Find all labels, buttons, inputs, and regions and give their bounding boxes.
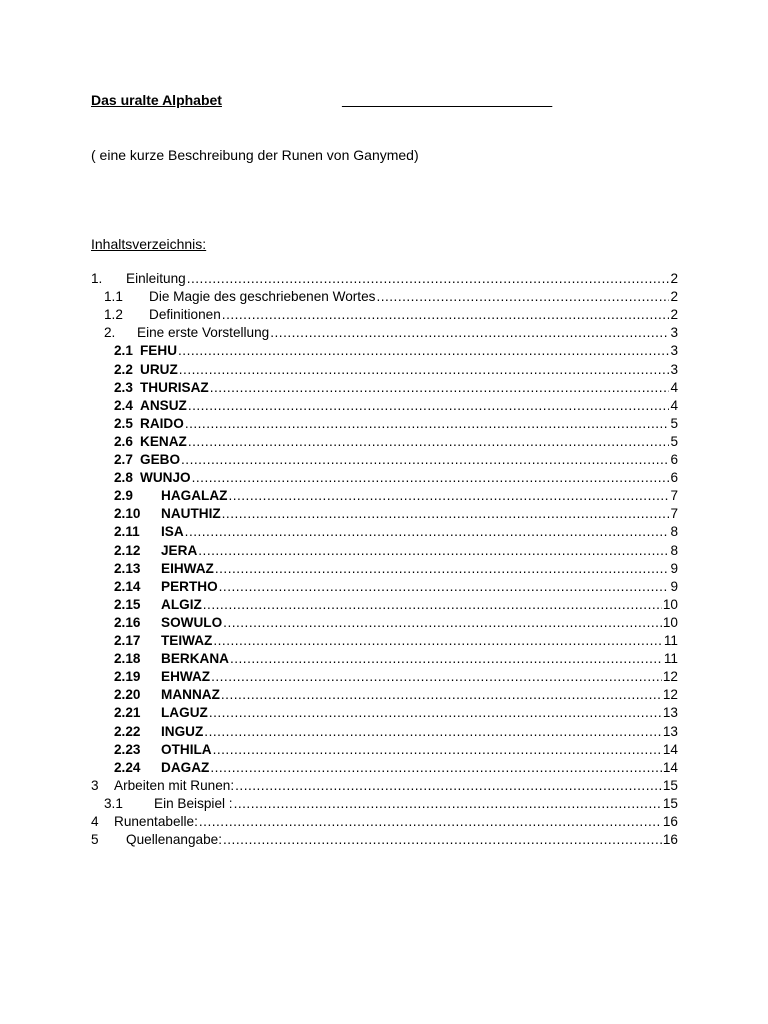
toc-entry-page: 3 [670,361,678,377]
toc-entry-label: OTHILA [161,741,212,757]
toc-entry-number: 2.19 [114,669,141,685]
toc-leader-dots [181,451,669,469]
toc-entry-page: 3 [670,343,678,359]
toc-entry-label: ANSUZ [140,397,187,413]
toc-entry-label: HAGALAZ [161,488,228,504]
toc-entry[interactable] [104,795,678,813]
toc-entry-number: 2.12 [114,542,141,558]
toc-leader-dots [178,342,669,360]
toc-entry[interactable] [114,361,678,379]
toc-entry-page: 13 [662,705,678,721]
toc-entry-number: 3 [91,777,99,793]
toc-entry[interactable] [114,397,678,415]
toc-entry[interactable] [104,324,678,342]
toc-entry-number: 2.17 [114,633,141,648]
toc-entry-page: 8 [670,524,678,540]
toc-leader-dots [211,668,662,686]
toc-entry[interactable] [114,759,678,777]
toc-entry-label: RAIDO [140,415,184,431]
toc-entry[interactable] [114,704,678,722]
toc-entry-number: 2.13 [114,560,141,576]
toc-entry-label: TEIWAZ [161,633,213,648]
toc-leader-dots [192,469,670,487]
toc-entry-page: 11 [663,651,678,667]
toc-entry-label: Definitionen [149,307,221,323]
toc-entry-number: 2.14 [114,578,141,594]
toc-entry[interactable] [114,379,678,397]
toc-entry-label: PERTHO [161,578,218,594]
toc-entry-number: 2.10 [114,506,141,522]
toc-leader-dots [234,795,662,813]
toc-entry-number: 2.16 [114,614,141,630]
title-text: Das uralte Alphabet [91,92,222,108]
toc-leader-dots [215,560,670,578]
toc-entry[interactable] [114,451,678,469]
toc-entry-number: 2.18 [114,651,141,667]
toc-entry-number: 2.24 [114,759,141,775]
toc-entry-number: 2.22 [114,723,141,739]
toc-entry-number: 1. [91,271,103,286]
toc-entry-label: EHWAZ [161,669,211,685]
toc-entry-label: Die Magie des geschriebenen Wortes [149,289,376,305]
toc-entry-page: 15 [662,795,678,811]
document-subtitle: ( eine kurze Beschreibung der Runen von Ganymed) [91,147,419,163]
toc-entry[interactable] [114,668,678,686]
toc-entry[interactable] [114,650,678,668]
toc-heading: Inhaltsverzeichnis: [91,236,207,252]
toc-entry-number: 5 [91,832,99,848]
toc-entry[interactable] [104,306,678,324]
toc-leader-dots [376,288,669,306]
toc-entry-label: Einleitung [126,271,186,286]
toc-entry-page: 9 [670,560,678,576]
toc-leader-dots [209,704,662,722]
toc-entry-number: 1.1 [104,289,123,305]
toc-entry-number: 2.4 [114,397,133,413]
toc-leader-dots [213,741,662,759]
toc-entry-page: 5 [670,415,678,431]
toc-entry-number: 1.2 [104,307,123,323]
toc-entry-number: 2.20 [114,687,141,703]
document-title [91,92,611,108]
toc-entry-label: DAGAZ [161,759,210,775]
toc-entry[interactable] [114,723,678,741]
toc-entry-page: 12 [662,687,678,703]
toc-entry-label: JERA [161,542,198,558]
toc-leader-dots [204,723,662,741]
toc-entry[interactable] [114,487,678,505]
toc-entry-page: 14 [662,759,678,775]
toc-entry[interactable] [114,469,678,487]
toc-entry-number: 2.11 [114,524,140,540]
toc-leader-dots [223,614,662,632]
toc-entry-label: THURISAZ [140,379,209,395]
toc-leader-dots [222,306,670,324]
toc-leader-dots [221,686,662,704]
toc-leader-dots [213,632,663,650]
toc-leader-dots [210,379,670,397]
toc-entry-label: NAUTHIZ [161,506,221,522]
toc-entry-page: 7 [670,506,678,522]
toc-entry-label: SOWULO [161,614,223,630]
toc-entry-page: 6 [670,452,678,467]
toc-leader-dots [222,505,670,523]
toc-entry-label: Arbeiten mit Runen: [114,777,235,793]
title-underline-filler: ___________________________ [341,92,553,108]
toc-entry-page: 4 [670,397,678,413]
toc-entry-page: 3 [670,325,678,341]
toc-entry[interactable] [91,831,678,849]
toc-entry-page: 15 [662,777,678,793]
toc-leader-dots [187,270,670,288]
toc-entry[interactable] [91,813,678,831]
toc-entry-label: Quellenangabe: [126,832,222,848]
toc-entry-label: EIHWAZ [161,560,214,576]
toc-entry-number: 2.23 [114,741,141,757]
toc-entry-label: LAGUZ [161,705,208,721]
toc-entry-page: 2 [670,307,678,323]
toc-entry-number: 4 [91,814,99,829]
toc-entry-page: 9 [670,578,678,594]
toc-entry-page: 16 [662,832,678,848]
toc-entry-label: ISA [161,524,184,540]
toc-leader-dots [188,397,670,415]
toc-entry-number: 2.5 [114,415,133,431]
toc-entry-number: 2.6 [114,433,133,449]
toc-entry-number: 2.2 [114,361,133,377]
toc-leader-dots [219,578,670,596]
toc-entry-page: 4 [670,379,678,395]
toc-leader-dots [270,324,669,342]
toc-entry[interactable] [114,741,678,759]
toc-entry[interactable] [114,542,678,560]
toc-entry-page: 6 [670,470,678,486]
toc-leader-dots [230,650,663,668]
toc-entry-page: 13 [662,723,678,739]
toc-entry-label: URUZ [140,361,178,377]
toc-entry-label: MANNAZ [161,687,220,703]
toc-entry-page: 14 [662,741,678,757]
toc-entry-number: 2. [104,325,116,341]
toc-leader-dots [223,831,662,849]
toc-entry-number: 2.1 [114,343,133,359]
toc-entry-page: 16 [662,814,678,829]
toc-leader-dots [203,596,662,614]
toc-entry[interactable] [114,614,678,632]
toc-entry-number: 2.8 [114,470,133,486]
toc-entry-number: 2.9 [114,488,133,504]
toc-entry-page: 12 [662,669,678,685]
toc-entry-page: 11 [663,633,678,648]
toc-entry[interactable] [91,270,678,288]
toc-leader-dots [179,361,670,379]
toc-entry[interactable] [114,415,678,433]
toc-entry[interactable] [91,777,678,795]
toc-entry-page: 10 [662,596,678,612]
toc-entry-label: Eine erste Vorstellung [137,325,270,341]
toc-leader-dots [198,542,669,560]
toc-leader-dots [185,523,670,541]
toc-entry-label: FEHU [140,343,178,359]
toc-entry-label: KENAZ [140,433,187,449]
toc-entry-number: 2.3 [114,379,133,395]
toc-entry[interactable] [114,596,678,614]
toc-leader-dots [228,487,669,505]
toc-entry-label: BERKANA [161,651,229,667]
toc-entry[interactable] [104,288,678,306]
toc-leader-dots [188,433,670,451]
toc-entry-number: 2.21 [114,705,141,721]
toc-entry-label: ALGIZ [161,596,202,612]
toc-entry[interactable] [114,433,678,451]
toc-entry-label: INGUZ [161,723,204,739]
toc-entry[interactable] [114,505,678,523]
toc-entry-page: 2 [670,289,678,305]
toc-entry-label: Runentabelle: [114,814,198,829]
toc-entry[interactable] [114,523,678,541]
toc-leader-dots [185,415,670,433]
toc-entry-number: 2.7 [114,452,133,467]
toc-entry-label: WUNJO [140,470,191,486]
toc-entry[interactable] [114,342,678,360]
toc-leader-dots [210,759,662,777]
toc-entry-page: 8 [670,542,678,558]
toc-entry-page: 2 [670,271,678,286]
toc-entry-label: Ein Beispiel : [154,795,233,811]
toc-entry[interactable] [114,560,678,578]
toc-entry[interactable] [114,578,678,596]
toc-entry-page: 7 [670,488,678,504]
toc-entry[interactable] [114,632,678,650]
toc-entry-number: 2.15 [114,596,141,612]
toc-entry-number: 3.1 [104,795,123,811]
toc-leader-dots [199,813,662,831]
toc-leader-dots [235,777,662,795]
toc-entry[interactable] [114,686,678,704]
toc-entry-label: GEBO [140,452,181,467]
toc-entry-page: 10 [662,614,678,630]
toc-entry-page: 5 [670,433,678,449]
